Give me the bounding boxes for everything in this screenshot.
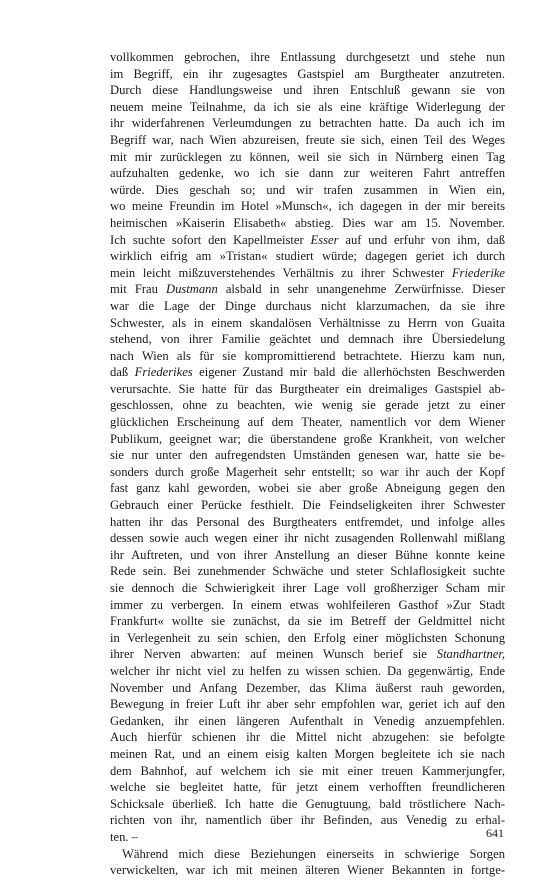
text-line: daß Friederikes eigener Zustand mir bald die allerhöchsten Beschwerden — [110, 365, 505, 380]
text-line: Ich suchte sofort den Kapellmeister Esser auf und erfuhr von ihm, daß — [110, 232, 505, 247]
text-line: dessen sowie auch wegen einer ihr nicht zusagenden Rollenwahl mißlang — [110, 531, 505, 546]
text-line: mein leicht mißzuverstehendes Verhältnis zu ihrer Schwester Friederike — [110, 265, 505, 280]
page-number: 641 — [486, 826, 504, 840]
text-line: heimischen »Kaiserin Elisabeth« abstieg. Dies war am 15. November. — [110, 215, 505, 230]
text-line: November und Anfang Dezember, das Klima äußerst rauh geworden, — [110, 680, 505, 695]
text-line: immer zu verbergen. In einem etwas wohlfeileren Gasthof »Zur Stadt — [110, 597, 505, 612]
text-line: Auch hierfür schienen ihr die Mittel nicht abzugehen: sie befolgte — [110, 730, 505, 745]
text-line: ihrer Nerven abwarten: auf meinen Wunsch berief sie Standhartner, — [110, 647, 505, 662]
text-line: Während mich diese Beziehungen einerseits in schwierige Sorgen — [122, 846, 505, 861]
text-line: sie nur unter den aufregendsten Umständen genesen war, hatte sie be- — [110, 448, 505, 463]
text-line: mit Frau Dustmann alsbald in sehr unangenehme Zerwürfnisse. Dieser — [110, 282, 505, 297]
text-line: welche sie begleitet hatte, für jetzt einem verhofften freundlicheren — [110, 780, 505, 795]
body-text — [110, 49, 505, 879]
text-line: Durch diese Handlungsweise und ihren Entschluß gewann sie von — [110, 83, 505, 98]
text-line: Rede sein. Bei zunehmender Schwäche und steter Schlaflosigkeit suchte — [110, 564, 505, 579]
text-line: ihr widerfahrenen Verleumdungen zu betrachten hatte. Da auch ich im — [110, 116, 505, 131]
text-line: ihr Auftreten, und von ihrer Anstellung an dieser Bühne konnte keine — [110, 547, 505, 562]
text-line: Begriff war, nach Wien abzureisen, freute sie sich, einen Teil des Weges — [110, 132, 505, 147]
text-line: Publikum, geeignet war; die überstandene große Krankheit, von welcher — [110, 431, 505, 446]
text-line: meinen Rat, und an einem eisig kalten Morgen begleitete ich sie nach — [110, 746, 505, 761]
text-line: war die Lage der Dinge durchaus nicht klarzumachen, da sie ihre — [110, 298, 505, 313]
text-line: dem Bahnhof, auf welchem ich sie mit einer treuen Kammerjungfer, — [110, 763, 505, 778]
text-line: sonders durch große Magerheit sehr entstellt; so war ihr auch der Kopf — [110, 464, 505, 479]
text-line: wo meine Freundin im Hotel »Munsch«, ich dagegen in der mir bereits — [110, 199, 505, 214]
text-line: glücklichen Erscheinung auf dem Theater, namentlich vor dem Wiener — [110, 415, 505, 430]
text-line: Schwester, als in einem skandalösen Verhältnisse zu Herrn von Guaita — [110, 315, 505, 330]
text-line: vollkommen gebrochen, ihre Entlassung durchgesetzt und stehe nun — [110, 50, 505, 64]
text-line: welcher ihr nicht viel zu helfen zu wissen schien. Da gegenwärtig, Ende — [110, 663, 505, 678]
text-line: verursachte. Sie hatte für das Burgtheater ein dreimaliges Gastspiel ab- — [110, 381, 505, 396]
text-line: Gedanken, ihr einen längeren Aufenthalt in Venedig anzuempfehlen. — [110, 713, 505, 728]
text-line: würde. Dies geschah so; und wir trafen zusammen in Wien ein, — [110, 182, 505, 197]
text-line: Gebrauch einer Perücke festhielt. Die Feindseligkeiten ihrer Schwester — [110, 498, 505, 513]
text-line: fast ganz kahl geworden, wobei sie aber große Abneigung gegen den — [110, 481, 505, 496]
text-line: ten. – — [110, 829, 138, 844]
text-line: aufzuhalten gedenke, wo ich sie dann zur weiteren Fahrt antreffen — [110, 166, 505, 181]
text-line: nach Wien als für sie kompromittierend betrachtete. Hierzu kam nun, — [110, 348, 505, 363]
text-line: sie dennoch die Schwierigkeit ihrer Lage voll großherziger Scham mir — [110, 581, 505, 595]
text-line: verwickelten, war ich mit meinen älteren Wiener Bekannten in fortge- — [110, 863, 505, 878]
text-line: Frankfurt« wollte sie zunächst, da sie im Betreff der Geldmittel nicht — [110, 614, 505, 629]
text-line: neuem meine Teilnahme, da ich sie als eine kräftige Widerlegung der — [110, 99, 505, 114]
text-line: hatten ihr das Personal des Burgtheaters entfremdet, und infolge alles — [110, 514, 505, 529]
text-line: richten von ihr, namentlich über ihr Befinden, aus Venedig zu erhal- — [110, 813, 505, 828]
text-line: mit mir zurücklegen zu können, weil sie sich in Nürnberg einen Tag — [110, 149, 505, 164]
text-line: stehend, von ihrer Familie geächtet und demnach ihre Übersiedelung — [110, 332, 505, 347]
text-line: wirklich eifrig am »Tristan« studiert würde; dagegen geriet ich durch — [110, 249, 505, 264]
text-line: Schicksale überließ. Ich hatte die Genugtuung, bald tröstlichere Nach- — [110, 796, 505, 811]
text-line: geschlossen, ohne zu beachten, wie wenig sie gerade jetzt zu einer — [110, 398, 505, 413]
text-line: im Begriff, ein ihr zugesagtes Gastspiel am Burgtheater anzutreten. — [110, 66, 505, 81]
text-line: in Verlegenheit zu sein schien, den Erfolg einer möglichsten Schonung — [110, 630, 505, 645]
text-line: Bewegung in freier Luft ihr aber sehr empfohlen war, geriet ich auf den — [110, 697, 505, 712]
